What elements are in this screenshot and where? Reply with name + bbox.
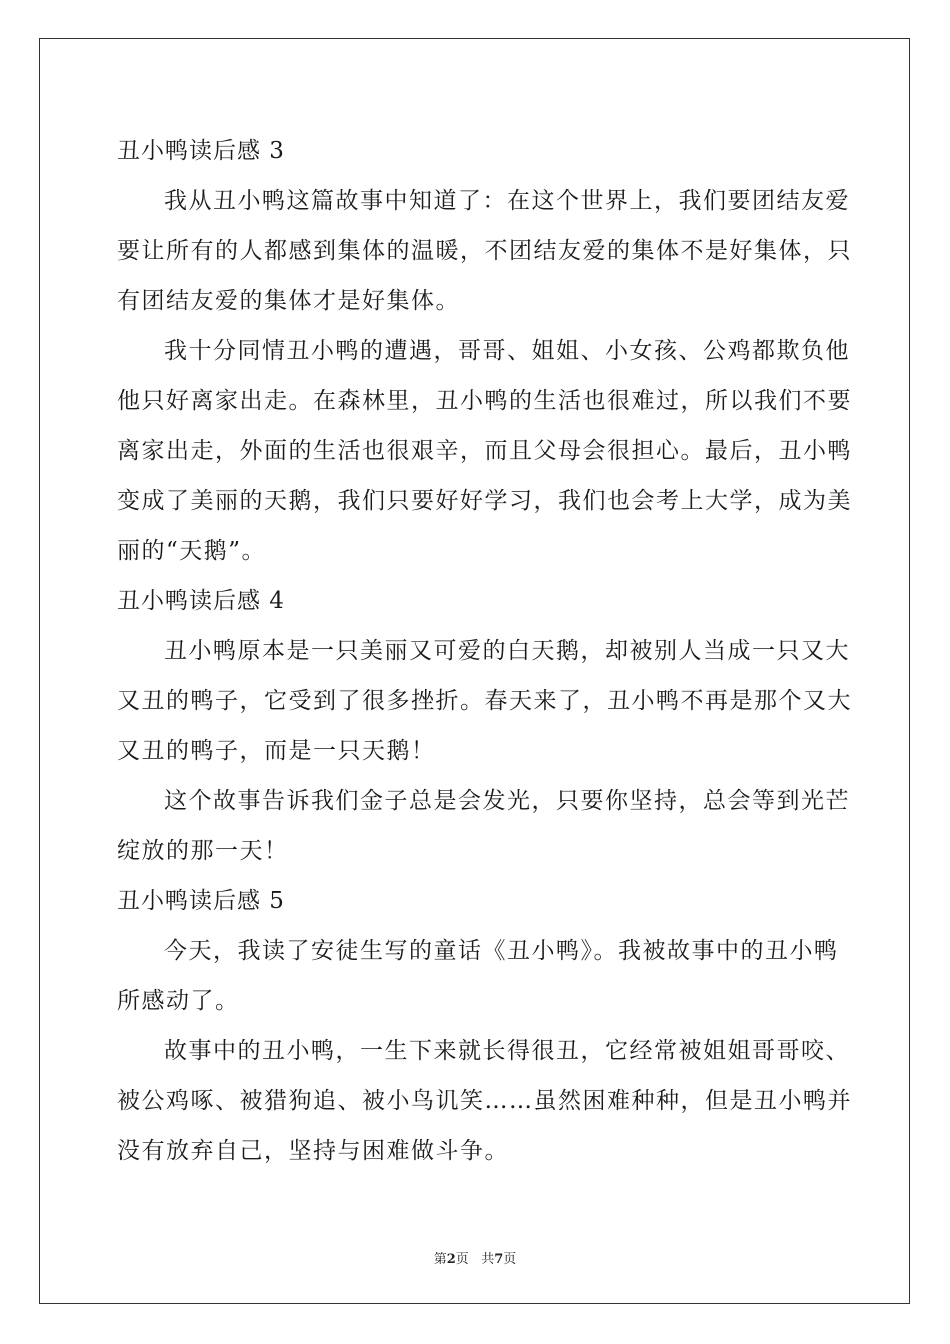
paragraph-line: 绽放的那一天！: [117, 838, 289, 864]
section-heading: 丑小鸭读后感 3: [117, 138, 285, 164]
paragraph-line: 变成了美丽的天鹅，我们只要好好学习，我们也会考上大学，成为美: [117, 488, 852, 514]
paragraph-line: 这个故事告诉我们金子总是会发光，只要你坚持，总会等到光芒: [164, 788, 850, 814]
section-heading: 丑小鸭读后感 5: [117, 888, 285, 914]
paragraph-line: 没有放弃自己，坚持与困难做斗争。: [117, 1138, 509, 1164]
footer-page-number: 2: [446, 1252, 456, 1267]
footer-total-number: 7: [494, 1252, 504, 1267]
footer-page-suffix: 页: [455, 1252, 469, 1267]
paragraph-line: 被公鸡啄、被猎狗追、被小鸟讥笑……虽然困难种种，但是丑小鸭并: [117, 1088, 852, 1114]
paragraph-line: 丽的“天鹅”。: [117, 538, 267, 564]
document-body: [117, 126, 852, 1176]
footer-total-suffix: 页: [503, 1252, 517, 1267]
paragraph-line: 丑小鸭原本是一只美丽又可爱的白天鹅，却被别人当成一只又大: [164, 638, 850, 664]
footer-page-prefix: 第: [433, 1252, 447, 1267]
paragraph-line: 有团结友爱的集体才是好集体。: [117, 288, 460, 314]
paragraph-line: 要让所有的人都感到集体的温暖，不团结友爱的集体不是好集体，只: [117, 238, 852, 264]
paragraph-line: 今天，我读了安徒生写的童话《丑小鸭》。我被故事中的丑小鸭: [164, 938, 839, 964]
footer-total-prefix: 共: [481, 1252, 495, 1267]
paragraph-line: 离家出走，外面的生活也很艰辛，而且父母会很担心。最后，丑小鸭: [117, 438, 852, 464]
page-footer: [0, 1248, 950, 1267]
section-heading: 丑小鸭读后感 4: [117, 588, 285, 614]
paragraph-line: 我从丑小鸭这篇故事中知道了：在这个世界上，我们要团结友爱: [164, 188, 850, 214]
paragraph-line: 又丑的鸭子，而是一只天鹅！: [117, 738, 436, 764]
paragraph-line: 他只好离家出走。在森林里，丑小鸭的生活也很难过，所以我们不要: [117, 388, 852, 414]
paragraph-line: 所感动了。: [117, 988, 240, 1014]
paragraph-line: 故事中的丑小鸭，一生下来就长得很丑，它经常被姐姐哥哥咬、: [164, 1038, 850, 1064]
paragraph-line: 我十分同情丑小鸭的遭遇，哥哥、姐姐、小女孩、公鸡都欺负他: [164, 338, 850, 364]
paragraph-line: 又丑的鸭子，它受到了很多挫折。春天来了，丑小鸭不再是那个又大: [117, 688, 852, 714]
